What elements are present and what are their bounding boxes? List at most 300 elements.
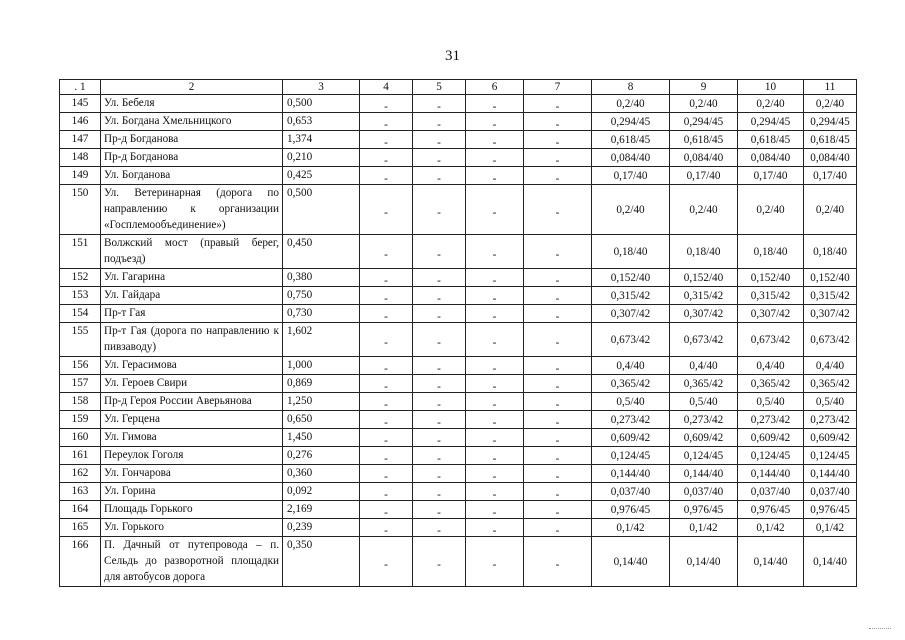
col4-cell [360, 411, 413, 429]
length-cell: 0,239 [283, 519, 360, 537]
dash-mark: - [384, 336, 388, 349]
col5-cell [413, 465, 466, 483]
col8-cell: 0,307/42 [592, 305, 670, 323]
col4-cell [360, 131, 413, 149]
col11-cell: 0,144/40 [804, 465, 857, 483]
col11-cell: 0,17/40 [804, 167, 857, 185]
col11-cell: 0,1/42 [804, 519, 857, 537]
col4-cell [360, 185, 413, 235]
col6-cell [466, 113, 524, 131]
table-row [60, 305, 857, 323]
col6-cell [466, 483, 524, 501]
col10-cell: 0,618/45 [738, 131, 804, 149]
table-row [60, 287, 857, 305]
col4-cell [360, 149, 413, 167]
col8-cell: 0,152/40 [592, 269, 670, 287]
col8-cell: 0,315/42 [592, 287, 670, 305]
col11-cell: 0,315/42 [804, 287, 857, 305]
dash-mark: - [555, 470, 560, 483]
table-row [60, 519, 857, 537]
col11-cell: 0,5/40 [804, 393, 857, 411]
col8-cell: 0,18/40 [592, 235, 670, 269]
street-name-cell: Ул. Ветеринарная (дорога по направлению к организации «Госплемообъединение») [101, 185, 283, 235]
col6-cell [466, 235, 524, 269]
street-name-cell: Ул. Героев Свири [101, 375, 283, 393]
col5-cell [413, 149, 466, 167]
dash-mark: - [437, 292, 441, 305]
col6-cell [466, 375, 524, 393]
col9-cell: 0,144/40 [670, 465, 738, 483]
row-number-cell: 147 [60, 131, 101, 149]
col5-cell [413, 519, 466, 537]
dash-mark: - [492, 398, 497, 411]
col5-cell [413, 235, 466, 269]
col8-cell: 0,976/45 [592, 501, 670, 519]
dash-mark: - [555, 136, 560, 149]
col6-cell [466, 537, 524, 587]
row-number-cell: 159 [60, 411, 101, 429]
length-cell: 0,500 [283, 185, 360, 235]
dash-mark: - [384, 452, 388, 465]
dash-mark: - [384, 274, 388, 287]
col7-cell [524, 465, 592, 483]
col10-cell: 0,17/40 [738, 167, 804, 185]
street-name-cell: Пр-д Героя России Аверьянова [101, 393, 283, 411]
length-cell: 0,653 [283, 113, 360, 131]
col8-cell: 0,037/40 [592, 483, 670, 501]
col8-cell: 0,365/42 [592, 375, 670, 393]
col8-cell: 0,5/40 [592, 393, 670, 411]
row-number-cell: 156 [60, 357, 101, 375]
col7-cell [524, 537, 592, 587]
col10-cell: 0,2/40 [738, 95, 804, 113]
length-cell: 0,869 [283, 375, 360, 393]
col9-cell: 0,084/40 [670, 149, 738, 167]
row-number-cell: 146 [60, 113, 101, 131]
table-row [60, 501, 857, 519]
table-row [60, 95, 857, 113]
col10-cell: 0,084/40 [738, 149, 804, 167]
length-cell: 0,650 [283, 411, 360, 429]
col4-cell [360, 235, 413, 269]
row-number-cell: 163 [60, 483, 101, 501]
col6-cell [466, 167, 524, 185]
col4-cell [360, 167, 413, 185]
col10-cell: 0,673/42 [738, 323, 804, 357]
dash-mark: - [437, 452, 441, 465]
dash-mark: - [384, 100, 388, 113]
table-row [60, 393, 857, 411]
dash-mark: - [555, 380, 560, 393]
dash-mark: - [555, 524, 560, 537]
col11-cell: 0,2/40 [804, 95, 857, 113]
col11-cell: 0,124/45 [804, 447, 857, 465]
table-row [60, 323, 857, 357]
col10-cell: 0,124/45 [738, 447, 804, 465]
dash-mark: - [492, 558, 497, 571]
street-name-cell: П. Дачный от путепровода – п. Сельдь до разворотной площадки для автобусов дорога [101, 537, 283, 587]
dash-mark: - [437, 506, 441, 519]
length-cell: 1,250 [283, 393, 360, 411]
dash-mark: - [437, 434, 441, 447]
dash-mark: - [555, 310, 560, 323]
dash-mark: - [555, 336, 560, 349]
street-name-cell: Ул. Герцена [101, 411, 283, 429]
dash-mark: - [492, 470, 497, 483]
col5-cell [413, 537, 466, 587]
col8-cell: 0,14/40 [592, 537, 670, 587]
street-name-cell: Площадь Горького [101, 501, 283, 519]
header-row [60, 80, 857, 95]
table-row [60, 411, 857, 429]
col5-cell [413, 185, 466, 235]
col9-cell: 0,14/40 [670, 537, 738, 587]
table-row [60, 447, 857, 465]
table-row [60, 357, 857, 375]
dash-mark: - [384, 362, 388, 375]
col9-cell: 0,365/42 [670, 375, 738, 393]
dash-mark: - [555, 118, 560, 131]
street-name-cell: Волжский мост (правый берег, подъезд) [101, 235, 283, 269]
col8-cell: 0,609/42 [592, 429, 670, 447]
dash-mark: - [384, 310, 388, 323]
col6-cell [466, 305, 524, 323]
dash-mark: - [384, 380, 388, 393]
col6-cell [466, 501, 524, 519]
length-cell: 1,602 [283, 323, 360, 357]
header-cell: 7 [524, 80, 592, 95]
dash-mark: - [437, 274, 441, 287]
dash-mark: - [555, 452, 560, 465]
dash-mark: - [492, 274, 497, 287]
col9-cell: 0,124/45 [670, 447, 738, 465]
table-row [60, 149, 857, 167]
col7-cell [524, 429, 592, 447]
col7-cell [524, 375, 592, 393]
col9-cell: 0,294/45 [670, 113, 738, 131]
dash-mark: - [384, 558, 388, 571]
scan-mark [869, 628, 891, 630]
col11-cell: 0,084/40 [804, 149, 857, 167]
row-number-cell: 157 [60, 375, 101, 393]
street-name-cell: Ул. Гончарова [101, 465, 283, 483]
table-row [60, 465, 857, 483]
col9-cell: 0,2/40 [670, 185, 738, 235]
row-number-cell: 161 [60, 447, 101, 465]
col10-cell: 0,273/42 [738, 411, 804, 429]
col9-cell: 0,18/40 [670, 235, 738, 269]
table-row [60, 375, 857, 393]
header-cell: 2 [101, 80, 283, 95]
dash-mark: - [555, 362, 560, 375]
dash-mark: - [437, 118, 441, 131]
dash-mark: - [437, 398, 441, 411]
length-cell: 0,730 [283, 305, 360, 323]
col4-cell [360, 483, 413, 501]
length-cell: 1,450 [283, 429, 360, 447]
street-name-cell: Переулок Гоголя [101, 447, 283, 465]
col4-cell [360, 519, 413, 537]
dash-mark: - [492, 506, 497, 519]
length-cell: 1,000 [283, 357, 360, 375]
dash-mark: - [384, 172, 388, 185]
col4-cell [360, 287, 413, 305]
row-number-cell: 158 [60, 393, 101, 411]
dash-mark: - [384, 206, 388, 219]
col5-cell [413, 131, 466, 149]
dash-mark: - [437, 524, 441, 537]
col11-cell: 0,273/42 [804, 411, 857, 429]
dash-mark: - [437, 172, 441, 185]
col5-cell [413, 357, 466, 375]
dash-mark: - [555, 488, 560, 501]
header-cell: 10 [738, 80, 804, 95]
dash-mark: - [492, 452, 497, 465]
dash-mark: - [492, 434, 497, 447]
row-number-cell: 152 [60, 269, 101, 287]
row-number-cell: 150 [60, 185, 101, 235]
col4-cell [360, 465, 413, 483]
row-number-cell: 164 [60, 501, 101, 519]
dash-mark: - [384, 488, 388, 501]
dash-mark: - [555, 248, 560, 261]
col4-cell [360, 357, 413, 375]
col8-cell: 0,1/42 [592, 519, 670, 537]
col7-cell [524, 185, 592, 235]
col8-cell: 0,2/40 [592, 185, 670, 235]
row-number-cell: 160 [60, 429, 101, 447]
col7-cell [524, 411, 592, 429]
dash-mark: - [437, 362, 441, 375]
col11-cell: 0,14/40 [804, 537, 857, 587]
street-name-cell: Ул. Гагарина [101, 269, 283, 287]
row-number-cell: 155 [60, 323, 101, 357]
col7-cell [524, 305, 592, 323]
col7-cell [524, 131, 592, 149]
length-cell: 0,380 [283, 269, 360, 287]
col7-cell [524, 393, 592, 411]
col8-cell: 0,618/45 [592, 131, 670, 149]
header-cell: 8 [592, 80, 670, 95]
table-row [60, 483, 857, 501]
col5-cell [413, 305, 466, 323]
street-name-cell: Ул. Гимова [101, 429, 283, 447]
col10-cell: 0,14/40 [738, 537, 804, 587]
row-number-cell: 153 [60, 287, 101, 305]
dash-mark: - [492, 206, 497, 219]
col10-cell: 0,315/42 [738, 287, 804, 305]
col10-cell: 0,037/40 [738, 483, 804, 501]
col7-cell [524, 519, 592, 537]
row-number-cell: 148 [60, 149, 101, 167]
dash-mark: - [384, 470, 388, 483]
road-register-table [59, 79, 857, 587]
col11-cell: 0,618/45 [804, 131, 857, 149]
col4-cell [360, 323, 413, 357]
col7-cell [524, 269, 592, 287]
header-cell: . 1 [60, 80, 101, 95]
dash-mark: - [492, 136, 497, 149]
col5-cell [413, 287, 466, 305]
length-cell: 0,360 [283, 465, 360, 483]
col8-cell: 0,4/40 [592, 357, 670, 375]
col9-cell: 0,5/40 [670, 393, 738, 411]
col6-cell [466, 393, 524, 411]
dash-mark: - [555, 154, 560, 167]
col6-cell [466, 411, 524, 429]
dash-mark: - [555, 172, 560, 185]
row-number-cell: 145 [60, 95, 101, 113]
row-number-cell: 162 [60, 465, 101, 483]
dash-mark: - [555, 506, 560, 519]
page-number: 31 [445, 48, 460, 64]
dash-mark: - [555, 292, 560, 305]
col8-cell: 0,673/42 [592, 323, 670, 357]
col11-cell: 0,294/45 [804, 113, 857, 131]
street-name-cell: Ул. Бебеля [101, 95, 283, 113]
length-cell: 0,092 [283, 483, 360, 501]
dash-mark: - [492, 100, 497, 113]
col6-cell [466, 149, 524, 167]
dash-mark: - [384, 248, 388, 261]
street-name-cell: Ул. Горина [101, 483, 283, 501]
col9-cell: 0,152/40 [670, 269, 738, 287]
street-name-cell: Пр-т Гая [101, 305, 283, 323]
dash-mark: - [555, 398, 560, 411]
street-name-cell: Пр-д Богданова [101, 131, 283, 149]
length-cell: 0,276 [283, 447, 360, 465]
col11-cell: 0,152/40 [804, 269, 857, 287]
dash-mark: - [384, 292, 388, 305]
col4-cell [360, 447, 413, 465]
col9-cell: 0,2/40 [670, 95, 738, 113]
col6-cell [466, 447, 524, 465]
dash-mark: - [437, 380, 441, 393]
table-row [60, 269, 857, 287]
dash-mark: - [384, 524, 388, 537]
col5-cell [413, 411, 466, 429]
col5-cell [413, 95, 466, 113]
row-number-cell: 151 [60, 235, 101, 269]
col11-cell: 0,2/40 [804, 185, 857, 235]
col4-cell [360, 95, 413, 113]
col4-cell [360, 501, 413, 519]
col10-cell: 0,4/40 [738, 357, 804, 375]
col7-cell [524, 113, 592, 131]
street-name-cell: Пр-т Гая (дорога по направлению к пивзаводу) [101, 323, 283, 357]
col11-cell: 0,976/45 [804, 501, 857, 519]
col9-cell: 0,618/45 [670, 131, 738, 149]
col4-cell [360, 305, 413, 323]
col10-cell: 0,609/42 [738, 429, 804, 447]
col8-cell: 0,294/45 [592, 113, 670, 131]
col10-cell: 0,152/40 [738, 269, 804, 287]
col6-cell [466, 269, 524, 287]
col9-cell: 0,17/40 [670, 167, 738, 185]
header-cell: 11 [804, 80, 857, 95]
col11-cell: 0,037/40 [804, 483, 857, 501]
dash-mark: - [437, 470, 441, 483]
col5-cell [413, 393, 466, 411]
length-cell: 0,350 [283, 537, 360, 587]
dash-mark: - [555, 558, 560, 571]
table-row [60, 235, 857, 269]
dash-mark: - [555, 274, 560, 287]
col4-cell [360, 429, 413, 447]
table-row [60, 429, 857, 447]
table-row [60, 167, 857, 185]
dash-mark: - [384, 506, 388, 519]
col4-cell [360, 537, 413, 587]
dash-mark: - [492, 380, 497, 393]
dash-mark: - [492, 154, 497, 167]
col7-cell [524, 501, 592, 519]
row-number-cell: 165 [60, 519, 101, 537]
col10-cell: 0,294/45 [738, 113, 804, 131]
col6-cell [466, 95, 524, 113]
col8-cell: 0,124/45 [592, 447, 670, 465]
col6-cell [466, 429, 524, 447]
dash-mark: - [437, 136, 441, 149]
dash-mark: - [555, 434, 560, 447]
col4-cell [360, 393, 413, 411]
col5-cell [413, 501, 466, 519]
dash-mark: - [555, 100, 560, 113]
col6-cell [466, 357, 524, 375]
length-cell: 1,374 [283, 131, 360, 149]
header-cell: 4 [360, 80, 413, 95]
col10-cell: 0,18/40 [738, 235, 804, 269]
dash-mark: - [437, 248, 441, 261]
col9-cell: 0,307/42 [670, 305, 738, 323]
street-name-cell: Ул. Гайдара [101, 287, 283, 305]
dash-mark: - [555, 206, 560, 219]
col5-cell [413, 447, 466, 465]
col9-cell: 0,4/40 [670, 357, 738, 375]
col9-cell: 0,315/42 [670, 287, 738, 305]
col9-cell: 0,609/42 [670, 429, 738, 447]
col6-cell [466, 465, 524, 483]
col4-cell [360, 269, 413, 287]
col4-cell [360, 375, 413, 393]
col6-cell [466, 287, 524, 305]
street-name-cell: Пр-д Богданова [101, 149, 283, 167]
col9-cell: 0,1/42 [670, 519, 738, 537]
col8-cell: 0,17/40 [592, 167, 670, 185]
col11-cell: 0,365/42 [804, 375, 857, 393]
col8-cell: 0,084/40 [592, 149, 670, 167]
col6-cell [466, 519, 524, 537]
dash-mark: - [492, 336, 497, 349]
dash-mark: - [492, 362, 497, 375]
dash-mark: - [492, 248, 497, 261]
col9-cell: 0,976/45 [670, 501, 738, 519]
col7-cell [524, 235, 592, 269]
dash-mark: - [437, 206, 441, 219]
dash-mark: - [384, 434, 388, 447]
dash-mark: - [437, 416, 441, 429]
dash-mark: - [492, 292, 497, 305]
col4-cell [360, 113, 413, 131]
header-cell: 6 [466, 80, 524, 95]
col5-cell [413, 429, 466, 447]
dash-mark: - [492, 118, 497, 131]
col11-cell: 0,673/42 [804, 323, 857, 357]
dash-mark: - [437, 100, 441, 113]
col10-cell: 0,976/45 [738, 501, 804, 519]
dash-mark: - [384, 154, 388, 167]
dash-mark: - [384, 416, 388, 429]
